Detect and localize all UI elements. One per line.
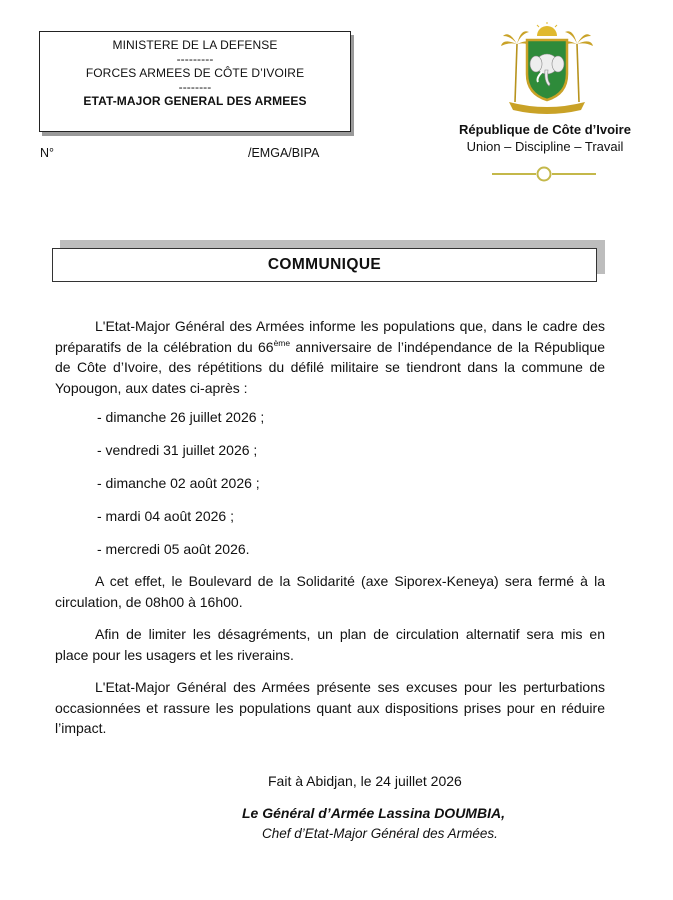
date-list-item: - dimanche 26 juillet 2026 ; [97, 409, 265, 425]
reference-code: /EMGA/BIPA [248, 146, 320, 160]
communique-title: COMMUNIQUE [267, 256, 382, 273]
ornament-divider [492, 164, 596, 184]
date-list-item: - dimanche 02 août 2026 ; [97, 475, 260, 491]
paragraph-alternative-plan: Afin de limiter les désagréments, un plan de circulation alternatif sera mis en place pour les usagers et les riverains. [55, 626, 605, 663]
staff-name: ETAT-MAJOR GENERAL DES ARMEES [83, 94, 307, 108]
coat-of-arms-icon [499, 22, 595, 114]
paragraph-apology: L'Etat-Major Général des Armées présente ses excuses pour les perturbations occasionnées et rassure les populations quant aux dispositions prises pour en réduire l’impact. [55, 679, 605, 736]
date-list-item: - mercredi 05 août 2026. [97, 541, 250, 557]
date-list-item: - vendredi 31 juillet 2026 ; [97, 442, 258, 458]
title-bar [52, 248, 597, 282]
intro-text-b: anniversaire de l’indépendance de la République de Côte d’Ivoire, des répétitions du défilé militaire se tiendront dans la commune de Yopougon, aux dates ci-après : [55, 338, 606, 396]
number-label: N° [40, 146, 55, 160]
reference-line [40, 146, 340, 162]
signer-title: Chef d’Etat-Major Général des Armées. [262, 826, 498, 841]
ministry-name: MINISTERE DE LA DEFENSE [112, 38, 278, 52]
ordinal-suffix: ème [273, 337, 291, 348]
ministry-header-box [39, 31, 351, 132]
paragraph-intro [55, 316, 605, 398]
republic-motto: Union – Discipline – Travail [466, 139, 624, 154]
paragraph-closure: A cet effet, le Boulevard de la Solidarité (axe Siporex-Keneya) sera fermé à la circulation, de 08h00 à 16h00. [55, 573, 605, 610]
signer-name: Le Général d’Armée Lassina DOUMBIA, [242, 805, 505, 821]
header-separator: -------- [178, 80, 212, 94]
place-and-date: Fait à Abidjan, le 24 juillet 2026 [268, 773, 462, 789]
forces-name: FORCES ARMEES DE CÔTE D’IVOIRE [85, 66, 305, 80]
republic-name: République de Côte d’Ivoire [459, 122, 631, 137]
header-separator: --------- [176, 52, 214, 66]
date-list-item: - mardi 04 août 2026 ; [97, 508, 234, 524]
intro-text-a: L'Etat-Major Général des Armées informe les populations que, dans le cadre des préparatifs de la célébration du 66 [55, 318, 605, 355]
